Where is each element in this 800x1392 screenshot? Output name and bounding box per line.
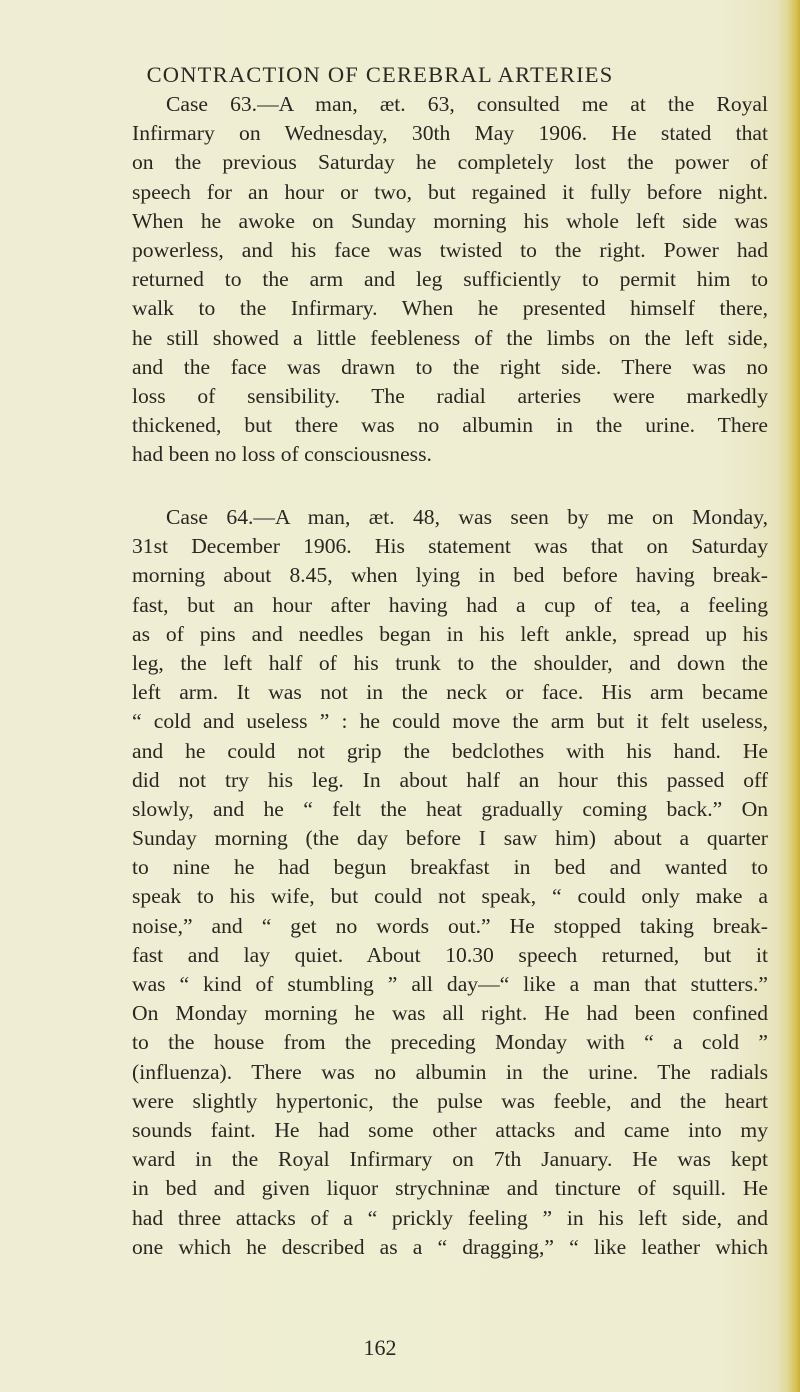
text-line: powerless, and his face was twisted to the right. Power had (132, 237, 768, 262)
text-line: returned to the arm and leg sufficiently to permit him to (132, 267, 768, 292)
text-line: had been no loss of consciousness. (132, 442, 432, 467)
text-line: Sunday morning (the day before I saw him) about a quarter (132, 826, 768, 851)
running-header: CONTRACTION OF CEREBRAL ARTERIES (146, 62, 614, 87)
case-63-paragraph (132, 90, 768, 469)
text-line: morning about 8.45, when lying in bed before having break- (132, 563, 768, 588)
text-line: walk to the Infirmary. When he presented himself there, (132, 296, 768, 321)
text-line: loss of sensibility. The radial arteries were markedly (132, 383, 768, 408)
text-line: had three attacks of a “ prickly feeling ” in his left side, and (132, 1205, 768, 1230)
text-line: speak to his wife, but could not speak, “ could only make a (132, 884, 768, 909)
text-line: Case 63.—A man, æt. 63, consulted me at the Royal (166, 92, 768, 116)
text-line: sounds faint. He had some other attacks and came into my (132, 1117, 768, 1142)
text-line: in bed and given liquor strychninæ and tincture of squill. He (132, 1176, 768, 1201)
text-line: leg, the left half of his trunk to the shoulder, and down the (132, 650, 768, 675)
text-line: 31st December 1906. His statement was that on Saturday (132, 534, 768, 559)
page-number: 162 (363, 1335, 397, 1360)
text-line: to nine he had begun breakfast in bed and wanted to (132, 855, 768, 880)
text-line: speech for an hour or two, but regained it fully before night. (132, 179, 768, 204)
text-line: on the previous Saturday he completely lost the power of (132, 150, 768, 175)
text-line: he still showed a little feebleness of the limbs on the left side, (132, 325, 768, 350)
text-line: as of pins and needles began in his left ankle, spread up his (132, 621, 768, 646)
text-line: (influenza). There was no albumin in the urine. The radials (132, 1059, 768, 1084)
text-line: When he awoke on Sunday morning his whole left side was (132, 208, 768, 233)
text-line: one which he described as a “ dragging,” “ like leather which (132, 1234, 768, 1259)
text-line: Infirmary on Wednesday, 30th May 1906. He stated that (132, 121, 768, 146)
text-line: fast, but an hour after having had a cup of tea, a feeling (132, 592, 768, 617)
text-line: left arm. It was not in the neck or face. His arm became (132, 680, 768, 705)
text-line: “ cold and useless ” : he could move the arm but it felt useless, (132, 709, 768, 734)
text-line: to the house from the preceding Monday with “ a cold ” (132, 1030, 768, 1055)
text-line: and he could not grip the bedclothes with his hand. He (132, 738, 768, 763)
text-line: slowly, and he “ felt the heat gradually coming back.” On (132, 796, 768, 821)
text-line: fast and lay quiet. About 10.30 speech returned, but it (132, 942, 768, 967)
text-line: ward in the Royal Infirmary on 7th January. He was kept (132, 1147, 768, 1172)
text-line: did not try his leg. In about half an hour this passed off (132, 767, 768, 792)
text-line: and the face was drawn to the right side. There was no (132, 354, 768, 379)
text-line: On Monday morning he was all right. He had been confined (132, 1001, 768, 1026)
text-line: were slightly hypertonic, the pulse was feeble, and the heart (132, 1088, 768, 1113)
text-line: thickened, but there was no albumin in the urine. There (132, 413, 768, 438)
case-64-paragraph (132, 503, 768, 1262)
page-edge-shading (788, 0, 800, 1392)
text-line: Case 64.—A man, æt. 48, was seen by me on Monday, (166, 505, 768, 529)
text-line: noise,” and “ get no words out.” He stopped taking break- (132, 913, 768, 938)
text-line: was “ kind of stumbling ” all day—“ like a man that stutters.” (132, 972, 768, 996)
